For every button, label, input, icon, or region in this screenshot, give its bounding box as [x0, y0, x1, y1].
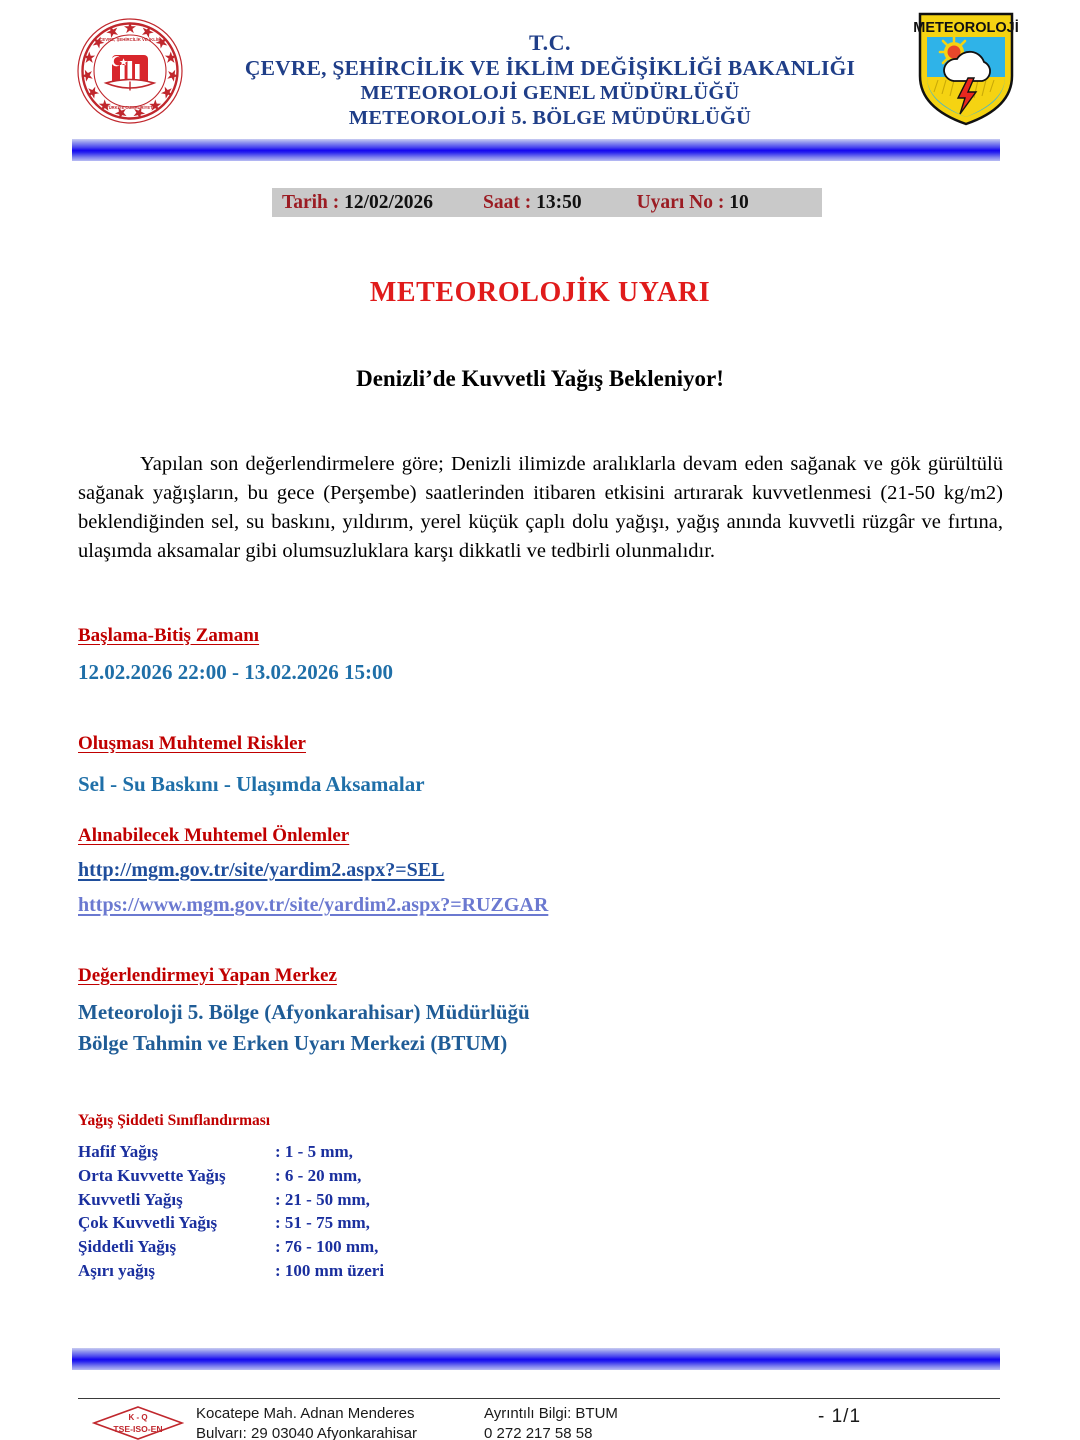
table-row: [78, 1189, 475, 1213]
divider-bar-top: [72, 139, 1000, 161]
classification-value: : 6 - 20 mm,: [275, 1165, 362, 1185]
warning-body-paragraph: Yapılan son değerlendirmelere göre; Denizli ilimizde aralıklarla devam eden sağanak ve gök gürültülü sağanak yağışların, bu gece (Perşembe) saatlerinden itibaren etkisini artırarak kuvvetlenmesi (21-50 kg/m2) beklendiğinden sel, su baskını, yıldırım, yerel küçük çaplı dolu yağışı, yağış anında kuvvetli rüzgâr ve fırtına, ulaşımda aksamalar gibi olumsuzluklara karşı dikkatli ve tedbirli olunmalıdır.: [78, 453, 1003, 563]
table-row: [78, 1141, 475, 1165]
classification-value: : 1 - 5 mm,: [275, 1142, 353, 1161]
ministry-emblem-icon: [76, 17, 184, 125]
section-start-end-time: [78, 625, 958, 685]
document-header: [0, 0, 1080, 130]
header-line-general: METEOROLOJİ GENEL MÜDÜRLÜĞÜ: [360, 82, 740, 105]
precaution-link-sel[interactable]: http://mgm.gov.tr/site/yardim2.aspx?=SEL: [78, 859, 445, 881]
footer-address: [196, 1404, 476, 1440]
classification-term: Çok Kuvvetli Yağış: [78, 1213, 218, 1233]
section-heading-center: Değerlendirmeyi Yapan Merkez: [78, 965, 337, 986]
precaution-link-ruzgar[interactable]: https://www.mgm.gov.tr/site/yardim2.aspx?=RUZGAR: [78, 894, 549, 916]
classification-value: : 51 - 75 mm,: [275, 1213, 370, 1233]
header-line-ministry: ÇEVRE, ŞEHİRCİLİK VE İKLİM DEĞİŞİKLİĞİ BAKANLIĞI: [244, 55, 856, 80]
section-evaluation-center: [78, 965, 958, 1056]
page-subtitle: Denizli’de Kuvvetli Yağış Bekleniyor!: [356, 366, 724, 391]
svg-text:ÇEVRE, ŞEHİRCİLİK VE İKLİM: ÇEVRE, ŞEHİRCİLİK VE İKLİM: [99, 37, 161, 42]
classification-term: Aşırı yağış: [78, 1260, 155, 1280]
divider-bar-bottom: [72, 1348, 1000, 1370]
section-possible-risks: [78, 733, 958, 797]
header-line-region: METEOROLOJİ 5. BÖLGE MÜDÜRLÜĞÜ: [348, 106, 752, 129]
classification-title: Yağış Şiddeti Sınıflandırması: [78, 1112, 271, 1129]
risks-value: Sel - Su Baskını - Ulaşımda Aksamalar: [78, 772, 425, 796]
classification-value: : 100 mm üzeri: [275, 1260, 385, 1280]
center-value-btum: Bölge Tahmin ve Erken Uyarı Merkezi (BTUM): [78, 1031, 508, 1055]
warning-number-field: [637, 192, 749, 214]
svg-text:TÜRKİYE CUMHURİYETİ: TÜRKİYE CUMHURİYETİ: [106, 105, 154, 110]
classification-value: : 76 - 100 mm,: [275, 1237, 379, 1256]
tse-badge-line1: K - Q: [128, 1413, 148, 1422]
classification-table: [78, 1141, 475, 1284]
classification-term: Şiddetli Yağış: [78, 1237, 177, 1256]
footer-contact-line1: Ayrıntılı Bilgi: BTUM: [484, 1405, 618, 1422]
table-row: [78, 1212, 475, 1236]
section-precautions: [78, 825, 958, 917]
footer-address-line1: Kocatepe Mah. Adnan Menderes: [196, 1405, 415, 1422]
footer-divider: [78, 1398, 1000, 1399]
tse-certification-icon: [92, 1406, 184, 1440]
document-footer: [78, 1404, 1000, 1440]
classification-term: Hafif Yağış: [78, 1142, 159, 1161]
meteoroloji-shield-icon: [914, 8, 1018, 128]
time-value: 13:50: [536, 191, 582, 213]
section-heading-risks: Oluşması Muhtemel Riskler: [78, 733, 306, 754]
classification-term: Kuvvetli Yağış: [78, 1189, 183, 1209]
table-row: [78, 1165, 475, 1189]
table-row: [78, 1260, 475, 1284]
footer-contact-line2: 0 272 217 58 58: [484, 1424, 593, 1440]
header-title-block: [195, 30, 905, 130]
meta-strip: [272, 188, 822, 217]
tse-badge-line2: TSE-ISO-EN: [113, 1424, 163, 1434]
footer-contact: [484, 1404, 784, 1440]
table-row: [78, 1236, 475, 1260]
classification-value: : 21 - 50 mm,: [275, 1189, 370, 1209]
precipitation-classification: [78, 1112, 598, 1284]
section-heading-precautions: Alınabilecek Muhtemel Önlemler: [78, 825, 350, 846]
time-label: Saat :: [482, 191, 532, 213]
classification-term: Orta Kuvvette Yağış: [78, 1165, 226, 1185]
warning-number-value: 10: [729, 191, 749, 213]
header-line-tc: T.C.: [529, 30, 571, 55]
date-value: 12/02/2026: [344, 191, 433, 213]
footer-address-line2: Bulvarı: 29 03040 Afyonkarahisar: [196, 1424, 417, 1440]
date-field: [282, 192, 433, 214]
warning-number-label: Uyarı No :: [636, 191, 725, 213]
shield-label-text: METEOROLOJİ: [914, 20, 1018, 36]
footer-page-number: - 1/1: [818, 1406, 862, 1427]
page-title: METEOROLOJİK UYARI: [369, 277, 711, 308]
center-value-region: Meteoroloji 5. Bölge (Afyonkarahisar) Müdürlüğü: [78, 1000, 530, 1024]
section-heading-start-end: Başlama-Bitiş Zamanı: [78, 625, 260, 646]
date-label: Tarih :: [282, 191, 340, 213]
start-end-value: 12.02.2026 22:00 - 13.02.2026 15:00: [78, 660, 393, 684]
time-field: [483, 192, 582, 214]
